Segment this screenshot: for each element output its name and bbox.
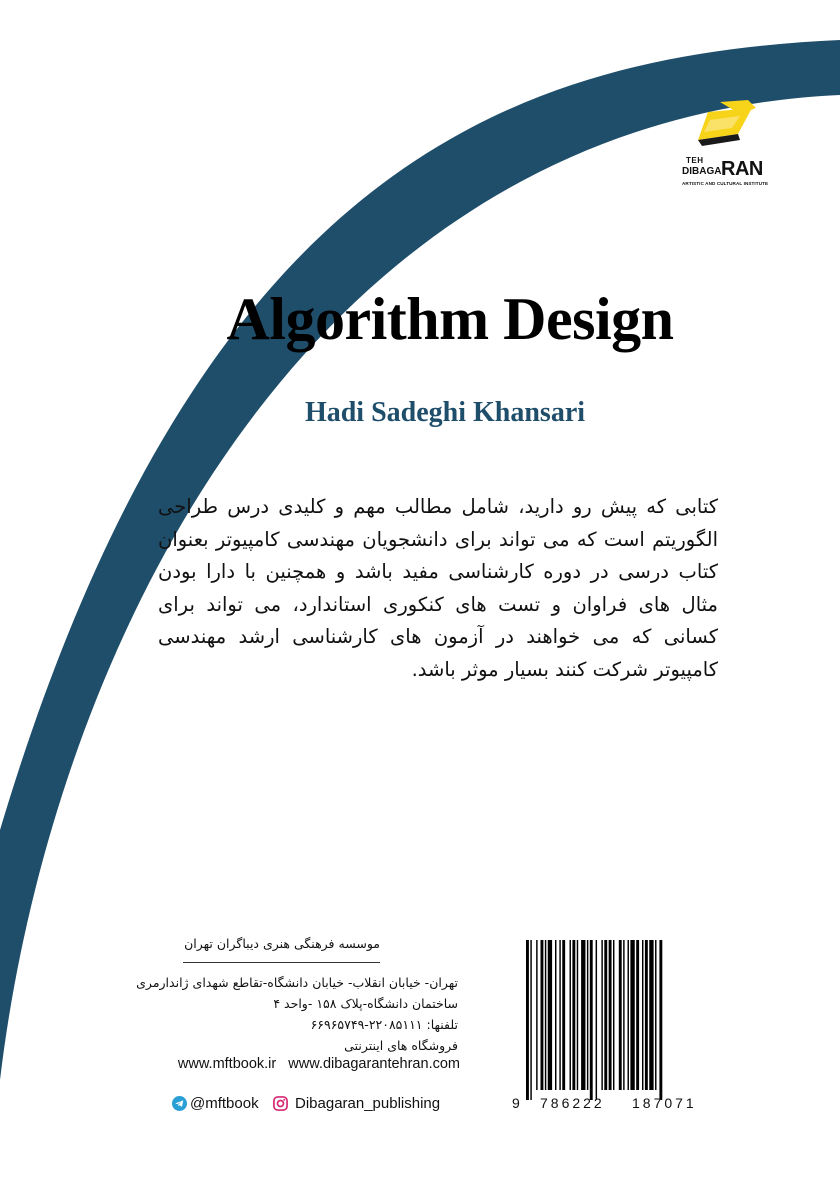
barcode-bar: [601, 940, 602, 1090]
logo-subtitle: ARTISTIC AND CULTURAL INSTITUTE: [682, 181, 769, 186]
phone-numbers: تلفنها: ۲۲۰۸۵۱۱۱-۶۶۹۶۵۷۴۹: [310, 1017, 458, 1032]
book-description: کتابی که پیش رو دارید، شامل مطالب مهم و کلیدی درس طراحی الگوریتم است که می تواند برای دانشجویان مهندسی کامپیوتر بعنوان کتاب درسی در دوره کارشناسی مفید باشد و همچنین با دارا بودن مثال های فراوان و تست های کنکوری استاندارد، می تواند برای کسانی که می خواهند در آزمون های کارشناسی ارشد مهندسی کامپیوتر شرکت کنند بسیار موثر باشد.: [158, 495, 718, 681]
social-links: [170, 1094, 460, 1114]
barcode-bar: [636, 940, 639, 1090]
telegram-icon: [172, 1096, 187, 1111]
barcode-bar: [545, 940, 546, 1090]
barcode-bar: [581, 940, 585, 1090]
barcode-bar: [548, 940, 552, 1090]
publisher-logo: [682, 100, 769, 190]
barcode-bar: [609, 940, 612, 1090]
logo-dibaga: DIBAGA: [682, 166, 722, 177]
barcode-bar: [649, 940, 653, 1090]
barcode-bar: [530, 940, 531, 1100]
barcode-lead-digit: 9: [512, 1095, 520, 1111]
barcode-bar: [642, 940, 643, 1090]
barcode-bar: [590, 940, 593, 1100]
online-stores-label: فروشگاه های اینترنتی: [344, 1038, 458, 1053]
book-author: Hadi Sadeghi Khansari: [304, 397, 586, 428]
barcode-bar: [619, 940, 622, 1090]
barcode-bar: [613, 940, 614, 1090]
logo-ran: RAN: [721, 158, 763, 180]
barcode-bar: [659, 940, 662, 1100]
barcode-bar: [655, 940, 656, 1090]
barcode-bar: [526, 940, 529, 1100]
barcode-left-digits: 786222: [540, 1095, 605, 1111]
book-title: Algorithm Design: [226, 286, 674, 352]
publisher-name: موسسه فرهنگی هنری دیباگران تهران: [184, 936, 380, 951]
publisher-contact: [120, 972, 458, 1056]
isbn-barcode: [512, 940, 722, 1112]
barcode-bar: [577, 940, 578, 1090]
barcode-bar: [596, 940, 597, 1100]
barcode-bar: [623, 940, 624, 1090]
address-line-2: ساختمان دانشگاه-پلاک ۱۵۸ -واحد ۴: [273, 996, 458, 1011]
logo-teh: TEH: [686, 156, 704, 165]
barcode-bar: [630, 940, 634, 1090]
barcode-bar: [570, 940, 571, 1090]
barcode-bar: [559, 940, 560, 1090]
barcode-bar: [628, 940, 629, 1090]
address-line-1: تهران- خیابان انقلاب- خیابان دانشگاه-تقاطع شهدای ژاندارمری: [136, 975, 458, 990]
publisher-divider: [183, 962, 380, 963]
barcode-right-digits: 187071: [632, 1095, 697, 1111]
barcode-bar: [645, 940, 648, 1090]
barcode-bar: [562, 940, 565, 1090]
logo-mark-icon: [690, 100, 760, 150]
website-links[interactable]: www.mftbook.ir www.dibagarantehran.com: [177, 1056, 460, 1072]
telegram-handle[interactable]: @mftbook: [190, 1095, 259, 1112]
instagram-icon: [273, 1096, 288, 1111]
barcode-bar: [572, 940, 575, 1090]
barcode-bar: [541, 940, 544, 1090]
barcode-bar: [536, 940, 537, 1090]
barcode-bar: [555, 940, 556, 1090]
barcode-bar: [587, 940, 588, 1090]
barcode-bar: [604, 940, 607, 1090]
instagram-handle[interactable]: Dibagaran_publishing: [295, 1095, 441, 1112]
